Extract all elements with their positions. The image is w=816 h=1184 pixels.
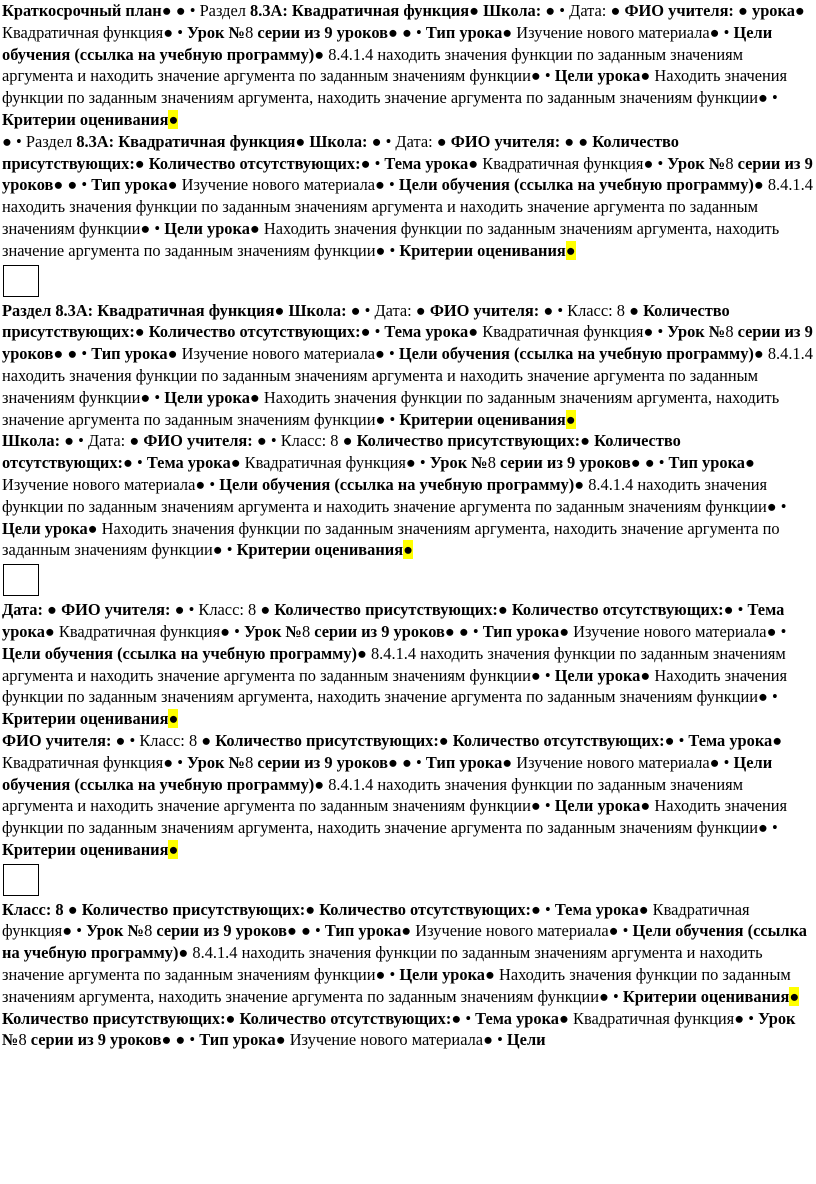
text-run: ● bbox=[629, 300, 644, 320]
bold-text: Урок № bbox=[187, 752, 246, 772]
bold-text: Урок № bbox=[667, 322, 726, 342]
bold-text: Урок № bbox=[667, 153, 726, 173]
text-run: ● К bbox=[559, 1008, 584, 1028]
text-run: Класс: bbox=[139, 730, 189, 750]
text-run: ● 8.4.1.4 находить значения функции по заданным значениям аргумента и находить значение аргумента по заданным значениям функции● • bbox=[2, 175, 813, 238]
bold-text: Цели урока bbox=[554, 66, 641, 86]
text-run: вадратичная функция● • bbox=[2, 899, 750, 941]
bold-text: Количество присутствующих: bbox=[215, 730, 439, 750]
text-run: 8 bbox=[245, 22, 258, 42]
bold-text: Критерии оценивания bbox=[236, 540, 404, 560]
bold-text: Количество присутствующих: bbox=[2, 300, 730, 342]
text-run: ● Изучение нового материала● • bbox=[502, 752, 734, 772]
text-run: ● • bbox=[545, 1, 570, 20]
bold-text: Цели обучения (ссылка на учебную программу) bbox=[2, 752, 773, 794]
text-run: Раздел bbox=[199, 1, 251, 20]
bold-text: ФИО учителя: bbox=[624, 1, 738, 20]
text-run: ● • bbox=[360, 322, 385, 342]
bold-text: Школа: bbox=[2, 431, 65, 451]
text-run: 8 bbox=[725, 322, 738, 342]
text-run: вадратичная функция● • bbox=[255, 453, 430, 473]
text-run: ● К bbox=[2, 1, 805, 42]
bold-text: Тема урока bbox=[2, 600, 785, 641]
bold-text: 8.3А: Квадратичная функция bbox=[76, 131, 296, 151]
text-run: ● Находить значения функции по заданным значениям аргумента, находить значение аргумента по заданным значениям функции● • bbox=[2, 965, 791, 1006]
highlighted-bullet: ● bbox=[168, 709, 179, 729]
text-run: 8 bbox=[330, 431, 343, 451]
bold-text: Урок № bbox=[86, 921, 145, 941]
text-run: ● bbox=[411, 300, 430, 320]
text-run: ● К bbox=[44, 621, 70, 641]
text-run: ● • bbox=[64, 431, 88, 451]
text-run: ● bbox=[438, 730, 453, 750]
bold-text: Цели урока bbox=[554, 665, 641, 685]
text-run: вадратичная функция● • bbox=[69, 621, 244, 641]
bold-text: Критерии оценивания bbox=[2, 839, 169, 859]
bold-text: Цели обучения (ссылка на учебную программу) bbox=[2, 643, 357, 663]
text-run: ● • bbox=[350, 300, 375, 320]
bold-text: Количество отсутствующих: bbox=[319, 899, 532, 919]
bold-text: Тема урока bbox=[688, 730, 773, 750]
bold-text: Тип урока bbox=[91, 344, 168, 364]
bold-text: Школа: bbox=[483, 1, 546, 20]
text-run: ● bbox=[295, 131, 310, 151]
bold-text: Цели обучения (ссылка на учебную программу) bbox=[398, 175, 754, 195]
text-run: Раздел bbox=[25, 131, 77, 151]
text-run: ● Изучение нового материала● • bbox=[2, 453, 755, 494]
text-run: ● К bbox=[2, 730, 783, 772]
text-run: ● bbox=[432, 131, 451, 151]
bold-text: Тема урока bbox=[384, 153, 469, 173]
text-run: ● bbox=[469, 1, 484, 20]
bold-text: Цели обучения (ссылка на учебную программу) bbox=[2, 22, 773, 64]
text-run: ● • bbox=[531, 899, 555, 919]
text-run: вадратичная функция● • bbox=[493, 153, 668, 173]
bold-text: ФИО учителя: bbox=[429, 300, 544, 320]
text-run: ● ● • bbox=[444, 621, 483, 641]
bold-text: серии из 9 уроков bbox=[2, 153, 813, 195]
text-paragraph bbox=[2, 599, 814, 730]
text-run: 8 bbox=[725, 153, 738, 173]
highlighted-bullet: ● bbox=[565, 240, 576, 260]
text-run: 8 bbox=[616, 300, 630, 320]
bold-text: Цели урока bbox=[399, 965, 485, 985]
bold-text: Цели урока bbox=[554, 796, 641, 816]
empty-box bbox=[3, 265, 39, 297]
bold-text: 8.3А: Квадратичная функция bbox=[250, 1, 470, 20]
text-run: 8 bbox=[144, 921, 157, 941]
bold-text: Тип урока bbox=[482, 621, 560, 641]
bold-text: Количество отсутствующих: bbox=[148, 322, 361, 342]
text-run: ● 8.4.1.4 находить значения функции по заданным значениям аргумента и находить значение аргумента по заданным значениям функции● • bbox=[2, 943, 763, 985]
text-run: 8 bbox=[248, 600, 261, 620]
text-run: Дата: bbox=[88, 431, 126, 451]
bold-text: Школа: bbox=[309, 131, 372, 151]
text-run: ● 8.4.1.4 находить значения функции по заданным значениям аргумента и находить значение аргумента по заданным значениям функции● • bbox=[2, 643, 786, 685]
bold-text: Тема урока bbox=[146, 453, 231, 473]
text-run: ● К bbox=[230, 453, 256, 473]
bold-text: Цели урока bbox=[2, 518, 88, 538]
text-run: ● Находить значения функции по заданным значениям аргумента, находить значение аргумента по заданным значениям функции● • bbox=[2, 796, 788, 838]
text-run: 8 bbox=[245, 752, 258, 772]
bold-text: Цели обучения (ссылка на учебную программу) bbox=[398, 344, 754, 364]
text-run: ● К bbox=[638, 899, 664, 919]
text-run: ● Изучение нового материала● • bbox=[559, 621, 787, 641]
text-run: ● 8.4.1.4 находить значения функции по заданным значениям аргумента и находить значение аргумента по заданным значениям функции● • bbox=[2, 774, 743, 816]
bold-text: Тип урока bbox=[425, 752, 503, 772]
text-run: ● ● • bbox=[53, 175, 92, 195]
text-run: ● • bbox=[543, 300, 568, 320]
text-run: Класс: bbox=[280, 431, 331, 451]
bold-text: Цели обучения (ссылка на учебную программу) bbox=[219, 474, 575, 494]
text-run: ● 8.4.1.4 находить значения функции по заданным значениям аргумента и находить значение аргумента по заданным значениям функции● • bbox=[2, 344, 813, 407]
bold-text: Количество отсутствующих: bbox=[239, 1008, 452, 1028]
text-paragraph bbox=[2, 0, 814, 131]
bold-text: Дата: bbox=[2, 600, 43, 620]
text-run: ● Изучение нового материала● • bbox=[167, 175, 399, 195]
text-run: ● bbox=[134, 322, 149, 342]
text-run: вадратичная функция● • bbox=[12, 22, 188, 42]
text-run: 8 bbox=[301, 621, 315, 641]
bold-text: Тип урока bbox=[199, 1030, 276, 1050]
highlighted-bullet: ● bbox=[403, 540, 414, 560]
text-paragraph bbox=[2, 899, 814, 1008]
text-run: ● 8.4.1.4 находить значения функции по заданным значениям аргумента и находить значение аргумента по заданным значениям функции● • bbox=[2, 44, 743, 86]
text-run: ● Находить значения функции по заданным значениям аргумента, находить значение аргумента по заданным значениям функции● • bbox=[2, 66, 788, 108]
text-run: ● bbox=[606, 1, 625, 20]
bold-text: Тип урока bbox=[425, 22, 503, 42]
highlighted-bullet: ● bbox=[168, 109, 179, 129]
text-run: вадратичная функция● • bbox=[493, 322, 668, 342]
bold-text: Количество присутствующих: bbox=[274, 600, 498, 620]
text-run: 8 bbox=[487, 453, 501, 473]
text-paragraph bbox=[2, 300, 814, 431]
highlighted-bullet: ● bbox=[789, 986, 800, 1006]
text-run: ● • bbox=[371, 131, 396, 151]
empty-box bbox=[3, 864, 39, 896]
bold-text: ФИО учителя: bbox=[2, 730, 116, 750]
bold-text: Урок № bbox=[243, 621, 302, 641]
text-run: ● ● • bbox=[53, 344, 92, 364]
bold-text: Цели обучения (ссылка на учебную программу) bbox=[2, 921, 808, 963]
bold-text: Критерии оценивания bbox=[2, 709, 169, 729]
bold-text: серии из 9 уроков bbox=[257, 22, 389, 42]
text-run: ● К bbox=[468, 153, 494, 173]
text-run: ● bbox=[564, 131, 579, 151]
bold-text: урока bbox=[752, 1, 795, 20]
text-run: ● bbox=[497, 600, 512, 620]
text-run: ● bbox=[134, 153, 149, 173]
text-run: вадратичная функция● • bbox=[12, 752, 188, 772]
text-run: ● Находить значения функции по заданным значениям аргумента, находить значение аргумента по заданным значениям функции● • bbox=[2, 218, 780, 260]
bold-text: Тип урока bbox=[91, 175, 168, 195]
text-paragraph bbox=[2, 1008, 814, 1052]
bold-text: Количество присутствующих: bbox=[2, 1008, 226, 1028]
text-run: ● ● • bbox=[388, 752, 426, 772]
empty-box bbox=[3, 564, 39, 596]
text-run: ● Изучение нового материала● • bbox=[275, 1030, 507, 1050]
bold-text: Тип урока bbox=[668, 453, 745, 473]
text-run: ● bbox=[342, 431, 357, 451]
bold-text: Тема урока bbox=[384, 322, 469, 342]
bold-text: Тема урока bbox=[475, 1008, 559, 1028]
text-run: ● bbox=[67, 899, 82, 919]
text-run: ● Находить значения функции по заданным значениям аргумента, находить значение аргумента по заданным значениям функции● • bbox=[2, 387, 780, 429]
text-run: ● ● • bbox=[161, 1, 200, 20]
text-run: ● Находить значения функции по заданным значениям аргумента, находить значение аргумента по заданным значениям функции● • bbox=[2, 665, 788, 707]
text-run: ● Находить значения функции по заданным значениям аргумента, находить значение аргумента по заданным значениям функции● • bbox=[2, 518, 780, 560]
text-run: ● Изучение нового материала● • bbox=[167, 344, 399, 364]
bold-text: Критерии оценивания bbox=[2, 109, 169, 129]
text-run: ● bbox=[260, 600, 275, 620]
bold-text: серии из 9 уроков bbox=[30, 1030, 162, 1050]
text-run: Дата: bbox=[374, 300, 412, 320]
text-paragraph bbox=[2, 730, 814, 861]
bold-text: Количество отсутствующих: bbox=[511, 600, 724, 620]
bold-text: Количество отсутствующих: bbox=[148, 153, 361, 173]
text-run: ● bbox=[580, 431, 595, 451]
text-run: ● • bbox=[174, 600, 199, 620]
bold-text: Урок № bbox=[187, 22, 246, 42]
text-run: 8 bbox=[18, 1030, 31, 1050]
bold-text: серии из 9 уроков bbox=[257, 752, 389, 772]
bold-text: Цели bbox=[506, 1030, 546, 1050]
text-run: ● ● • bbox=[161, 1030, 200, 1050]
text-run: ● bbox=[225, 1008, 240, 1028]
text-run: ● bbox=[578, 131, 593, 151]
text-run: ● • bbox=[360, 153, 385, 173]
bold-text: серии из 9 уроков bbox=[2, 322, 813, 364]
text-run: ● bbox=[738, 1, 752, 20]
bold-text: Тип урока bbox=[324, 921, 402, 941]
text-run: ● Изучение нового материала● • bbox=[401, 921, 633, 941]
bold-text: ФИО учителя: bbox=[450, 131, 565, 151]
text-run: ● bbox=[305, 899, 320, 919]
bold-text: серии из 9 уроков bbox=[314, 621, 445, 641]
text-run: Дата: bbox=[395, 131, 433, 151]
bold-text: Урок № bbox=[2, 1008, 796, 1050]
bold-text: Школа: bbox=[288, 300, 351, 320]
bold-text: Количество присутствующих: bbox=[2, 131, 679, 173]
text-run: Класс: bbox=[198, 600, 249, 620]
bold-text: Количество отсутствующих: bbox=[2, 431, 681, 473]
text-run: ● bbox=[201, 730, 216, 750]
bold-text: Критерии оценивания bbox=[622, 986, 790, 1006]
text-run: ● • bbox=[256, 431, 281, 451]
text-run: ● • bbox=[451, 1008, 476, 1028]
bold-text: Класс: 8 bbox=[2, 899, 68, 919]
text-run: Дата: bbox=[569, 1, 607, 20]
text-run: ● Изучение нового материала● • bbox=[502, 22, 734, 42]
bold-text: ФИО учителя: bbox=[143, 431, 257, 451]
text-run: ● • bbox=[115, 730, 140, 750]
bold-text: Урок № bbox=[429, 453, 488, 473]
bold-text: Количество присутствующих: bbox=[81, 899, 306, 919]
text-run: ● bbox=[42, 600, 62, 620]
bold-text: Критерии оценивания bbox=[399, 240, 566, 260]
text-run: ● • bbox=[664, 730, 689, 750]
text-run: Класс: bbox=[567, 300, 617, 320]
text-run: ● bbox=[274, 300, 289, 320]
bold-text: Критерии оценивания bbox=[399, 409, 566, 429]
bold-text: Количество отсутствующих: bbox=[452, 730, 665, 750]
highlighted-bullet: ● bbox=[168, 839, 179, 859]
bold-text: серии из 9 уроков bbox=[156, 921, 288, 941]
text-run: вадратичная функция● • bbox=[583, 1008, 759, 1028]
text-run: ● bbox=[125, 431, 144, 451]
text-run: ● • bbox=[723, 600, 748, 620]
text-paragraph bbox=[2, 131, 814, 262]
text-run: ● • bbox=[2, 131, 26, 151]
bold-text: Цели урока bbox=[164, 218, 250, 238]
text-paragraph bbox=[2, 430, 814, 561]
text-run: ● 8.4.1.4 находить значения функции по заданным значениям аргумента и находить значение аргумента по заданным значениям функции● • bbox=[2, 474, 787, 516]
bold-text: Тема урока bbox=[554, 899, 639, 919]
text-run: ● ● • bbox=[287, 921, 325, 941]
text-run: ● К bbox=[468, 322, 494, 342]
text-run: 8 bbox=[188, 730, 202, 750]
bold-text: Краткосрочный план bbox=[2, 1, 162, 20]
bold-text: Цели урока bbox=[164, 387, 250, 407]
bold-text: серии из 9 уроков bbox=[500, 453, 631, 473]
bold-text: Количество присутствующих: bbox=[356, 431, 581, 451]
highlighted-bullet: ● bbox=[565, 409, 576, 429]
text-run: ● ● • bbox=[630, 453, 669, 473]
text-run: ● ● • bbox=[388, 22, 426, 42]
bold-text: ФИО учителя: bbox=[61, 600, 175, 620]
bold-text: Раздел 8.3А: Квадратичная функция bbox=[2, 300, 275, 320]
text-run: ● • bbox=[123, 453, 147, 473]
